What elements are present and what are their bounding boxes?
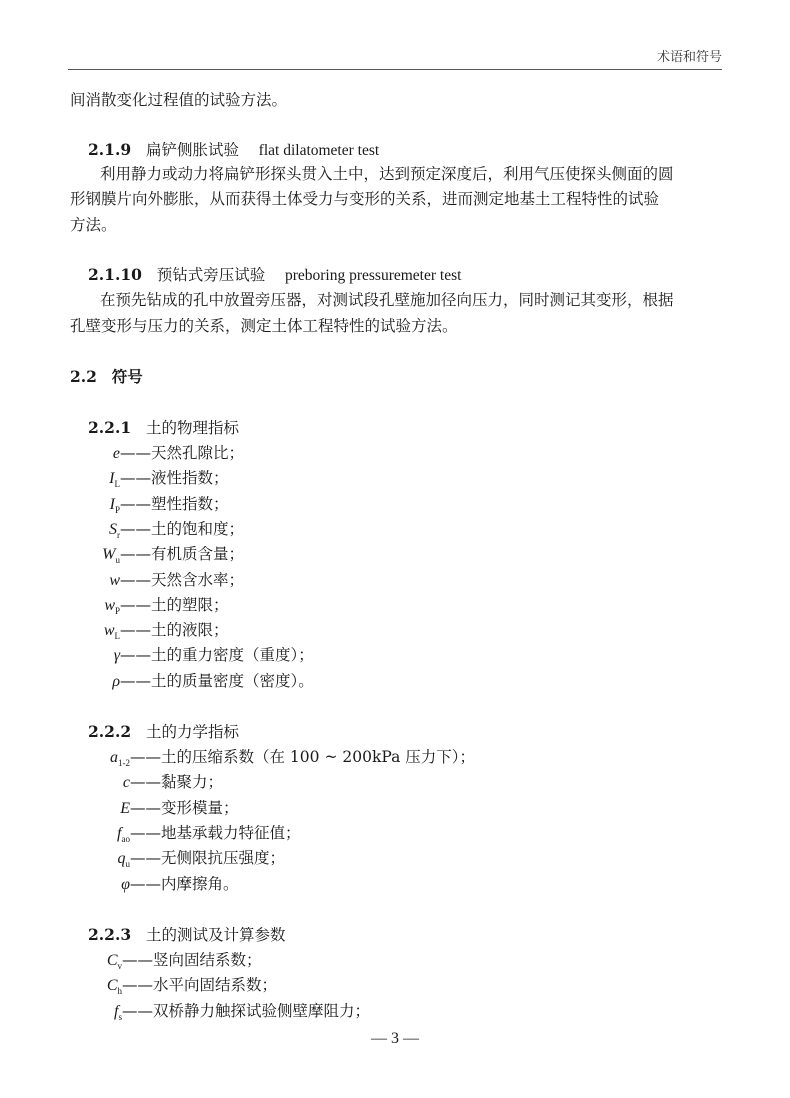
symbol-entry — [92, 950, 262, 976]
symbol-definition: ——水平向固结系数； — [122, 976, 278, 995]
symbol-definition: ——天然含水率； — [120, 570, 245, 589]
heading-2-1-10 — [88, 265, 461, 286]
symbol-entry — [92, 671, 314, 692]
heading-2-1-9 — [88, 140, 379, 161]
symbol-entry — [92, 823, 301, 849]
symbol-letter: e — [112, 445, 120, 462]
symbol-entry — [92, 620, 229, 646]
running-header: 术语和符号 — [656, 50, 722, 65]
symbol — [92, 773, 130, 793]
symbol — [92, 596, 120, 621]
symbol-letter: w — [103, 622, 115, 640]
symbol-letter: I — [109, 495, 115, 513]
symbol-letter: q — [117, 850, 126, 868]
symbol-entry — [92, 645, 314, 666]
symbol-subscript: ao — [121, 834, 130, 845]
symbol-subscript: r — [117, 530, 120, 541]
symbol-subscript: h — [117, 986, 122, 997]
para-line: 在预先钻成的孔中放置旁压器，对测试段孔壁施加径向压力，同时测记其变形，根据 — [100, 291, 674, 309]
symbol-entry — [92, 544, 244, 570]
section-number: 2.1.9 — [88, 140, 132, 159]
symbol-definition: ——有机质含量； — [120, 545, 245, 564]
symbol — [92, 444, 120, 464]
para-line: 形钢膜片向外膨胀，从而获得土体受力与变形的关系，进而测定地基土工程特性的试验 — [70, 190, 660, 208]
symbol-definition: ——竖向固结系数； — [122, 951, 262, 969]
symbol-letter: f — [117, 824, 122, 842]
symbol-letter: a — [110, 749, 118, 766]
symbol-definition: ——土的质量密度（密度）。 — [120, 671, 314, 690]
symbol-entry — [92, 443, 244, 464]
symbol — [92, 571, 120, 591]
symbol-letter: w — [109, 571, 120, 589]
symbol-entry — [92, 772, 223, 793]
symbol-letter: S — [109, 520, 117, 538]
symbol-letter: c — [122, 774, 130, 792]
symbol-letter: f — [114, 1002, 119, 1020]
symbol-entry — [92, 1001, 370, 1027]
symbol — [92, 748, 130, 773]
symbol-letter: ρ — [112, 672, 120, 690]
symbol — [92, 495, 120, 520]
symbol — [92, 469, 120, 494]
symbol-subscript: 1-2 — [118, 758, 130, 769]
symbol-entry — [92, 595, 229, 621]
symbol-entry — [92, 468, 229, 494]
symbol-entry — [92, 519, 244, 545]
symbol-letter: I — [109, 470, 115, 488]
symbol-definition: ——土的压缩系数（在 100 ~ 200kPa 压力下）； — [130, 748, 475, 766]
symbol-entry — [92, 848, 285, 874]
heading-2-2 — [70, 367, 143, 387]
symbol-letter: w — [104, 596, 115, 614]
symbol — [92, 799, 130, 819]
heading-2-2-1 — [88, 418, 239, 438]
symbol — [92, 545, 120, 570]
symbol-letter: C — [106, 952, 118, 969]
symbol-letter: E — [120, 799, 130, 817]
symbol-subscript: u — [125, 859, 130, 870]
section-number: 2.1.10 — [88, 265, 142, 284]
section-title: 符号 — [111, 367, 143, 386]
symbol-definition: ——地基承载力特征值； — [130, 823, 301, 842]
para-line: 利用静力或动力将扁铲形探头贯入土中，达到预定深度后，利用气压使探头侧面的圆 — [100, 165, 674, 183]
symbol — [92, 1002, 122, 1027]
section-number: 2.2.3 — [88, 925, 132, 944]
symbol — [92, 976, 122, 1001]
symbol-subscript: u — [115, 555, 120, 566]
symbol — [92, 951, 122, 976]
heading-2-2-2 — [88, 722, 239, 742]
continuation-line: 间消散变化过程值的试验方法。 — [70, 91, 288, 109]
symbol-letter: φ — [121, 875, 130, 893]
heading-2-2-3 — [88, 925, 285, 945]
symbol-entry — [92, 570, 244, 591]
symbol-subscript: P — [114, 605, 120, 616]
symbol-definition: ——土的饱和度； — [120, 519, 245, 538]
para-line: 方法。 — [70, 216, 117, 234]
symbol-definition: ——土的塑限； — [120, 595, 229, 614]
symbol-definition: ——双桥静力触探试验侧壁摩阻力； — [122, 1001, 371, 1020]
symbol-entry — [92, 798, 239, 819]
symbol-subscript: L — [114, 479, 120, 490]
symbol-letter: W — [102, 546, 116, 564]
symbol — [92, 824, 130, 849]
symbol-definition: ——内摩擦角。 — [130, 874, 239, 893]
symbol-definition: ——变形模量； — [130, 798, 239, 817]
symbol-entry — [92, 747, 475, 773]
symbol — [92, 621, 120, 646]
para-line: 孔壁变形与压力的关系，测定土体工程特性的试验方法。 — [70, 317, 458, 335]
symbol-entry — [92, 494, 229, 520]
section-title: 土的测试及计算参数 — [145, 926, 286, 944]
section-title-en: preboring pressuremeter test — [284, 267, 462, 284]
section-number: 2.2.2 — [88, 722, 132, 741]
symbol-entry — [92, 874, 239, 895]
symbol-definition: ——天然孔隙比； — [120, 444, 245, 462]
symbol — [92, 672, 120, 692]
page-number: — 3 — — [371, 1030, 419, 1047]
header-rule — [68, 69, 722, 70]
symbol-subscript: L — [114, 631, 120, 642]
section-number: 2.2.1 — [88, 418, 132, 437]
symbol-definition: ——液性指数； — [120, 469, 229, 488]
section-title: 预钻式旁压试验 — [156, 266, 266, 284]
symbol — [92, 875, 130, 895]
symbol — [92, 646, 120, 666]
section-title-en: flat dilatometer test — [258, 142, 380, 159]
section-number: 2.2 — [70, 367, 97, 386]
section-title: 扁铲侧胀试验 — [145, 141, 239, 159]
symbol-subscript: s — [118, 1011, 122, 1022]
symbol-definition: ——黏聚力； — [130, 773, 224, 792]
symbol-letter: C — [106, 977, 118, 995]
symbol-definition: ——土的液限； — [120, 621, 229, 640]
symbol-definition: ——土的重力密度（重度）； — [120, 646, 314, 665]
symbol-definition: ——塑性指数； — [120, 494, 229, 513]
symbol-subscript: v — [117, 961, 122, 972]
section-title: 土的力学指标 — [145, 723, 239, 741]
symbol — [92, 520, 120, 545]
section-title: 土的物理指标 — [145, 419, 239, 437]
symbol-definition: ——无侧限抗压强度； — [130, 849, 286, 868]
symbol — [92, 849, 130, 874]
symbol-subscript: P — [114, 504, 120, 515]
symbol-entry — [92, 975, 277, 1001]
symbol-letter: γ — [113, 647, 120, 665]
